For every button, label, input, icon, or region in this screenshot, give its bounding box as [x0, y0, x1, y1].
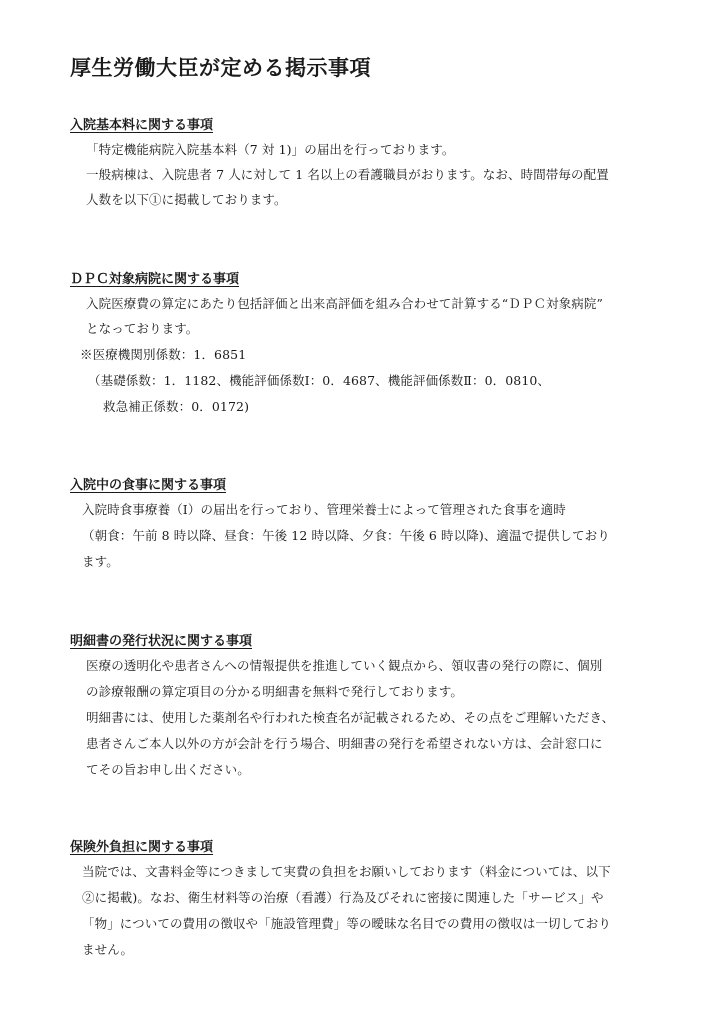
section-line: 当院では、文書料金等につきまして実費の負担をお願いしております（料金については、以下 [82, 864, 611, 879]
section-line: ②に掲載)。なお、衛生材料等の治療（看護）行為及びそれに密接に関連した「サービス」や [82, 890, 604, 905]
section-heading-inpatient-fee: 入院基本料に関する事項 [70, 118, 214, 133]
section-line: ません。 [82, 942, 134, 957]
section-line: の診療報酬の算定項目の分かる明細書を無料で発行しております。 [86, 684, 464, 699]
section-line: ます。 [82, 554, 119, 569]
section-line: 入院医療費の算定にあたり包括評価と出来高評価を組み合わせて計算する“ＤＰＣ対象病院” [86, 296, 603, 311]
section-line: 「特定機能病院入院基本料（7 対 1)」の届出を行っております。 [86, 142, 455, 157]
section-line: 明細書には、使用した薬剤名や行われた検査名が記載されるため、その点をご理解いただき、 [86, 710, 615, 725]
section-heading-non-insured-charges: 保険外負担に関する事項 [70, 840, 214, 855]
page-title: 厚生労働大臣が定める掲示事項 [70, 56, 371, 80]
section-line: ※医療機関別係数：1．6851 [80, 347, 247, 362]
section-line: てその旨お申し出ください。 [86, 762, 250, 777]
section-line: 一般病棟は、入院患者 7 人に対して 1 名以上の看護職員がおります。なお、時間帯毎の配置 [86, 167, 609, 182]
section-line: となっております。 [86, 321, 199, 336]
section-heading-dpc: ＤＰＣ対象病院に関する事項 [70, 272, 240, 287]
section-line: 救急補正係数：0．0172) [103, 399, 250, 414]
section-heading-meals: 入院中の食事に関する事項 [70, 478, 227, 493]
section-line: 患者さんご本人以外の方が会計を行う場合、明細書の発行を希望されない方は、会計窓口に [86, 736, 603, 751]
section-line: （基礎係数：1．1182、機能評価係数Ⅰ：0．4687、機能評価係数Ⅱ：0．0810、 [88, 373, 551, 388]
section-line: 「物」についての費用の徴収や「施設管理費」等の曖昧な名目での費用の徴収は一切しており [82, 916, 611, 931]
section-line: （朝食：午前 8 時以降、昼食：午後 12 時以降、夕食：午後 6 時以降)、適温で提供しており [82, 528, 610, 543]
section-line: 入院時食事療養（Ⅰ）の届出を行っており、管理栄養士によって管理された食事を適時 [82, 502, 566, 517]
section-line: 医療の透明化や患者さんへの情報提供を推進していく観点から、領収書の発行の際に、個別 [86, 658, 603, 673]
section-heading-itemized-receipt: 明細書の発行状況に関する事項 [70, 634, 253, 649]
section-line: 人数を以下①に掲載しております。 [86, 192, 287, 207]
